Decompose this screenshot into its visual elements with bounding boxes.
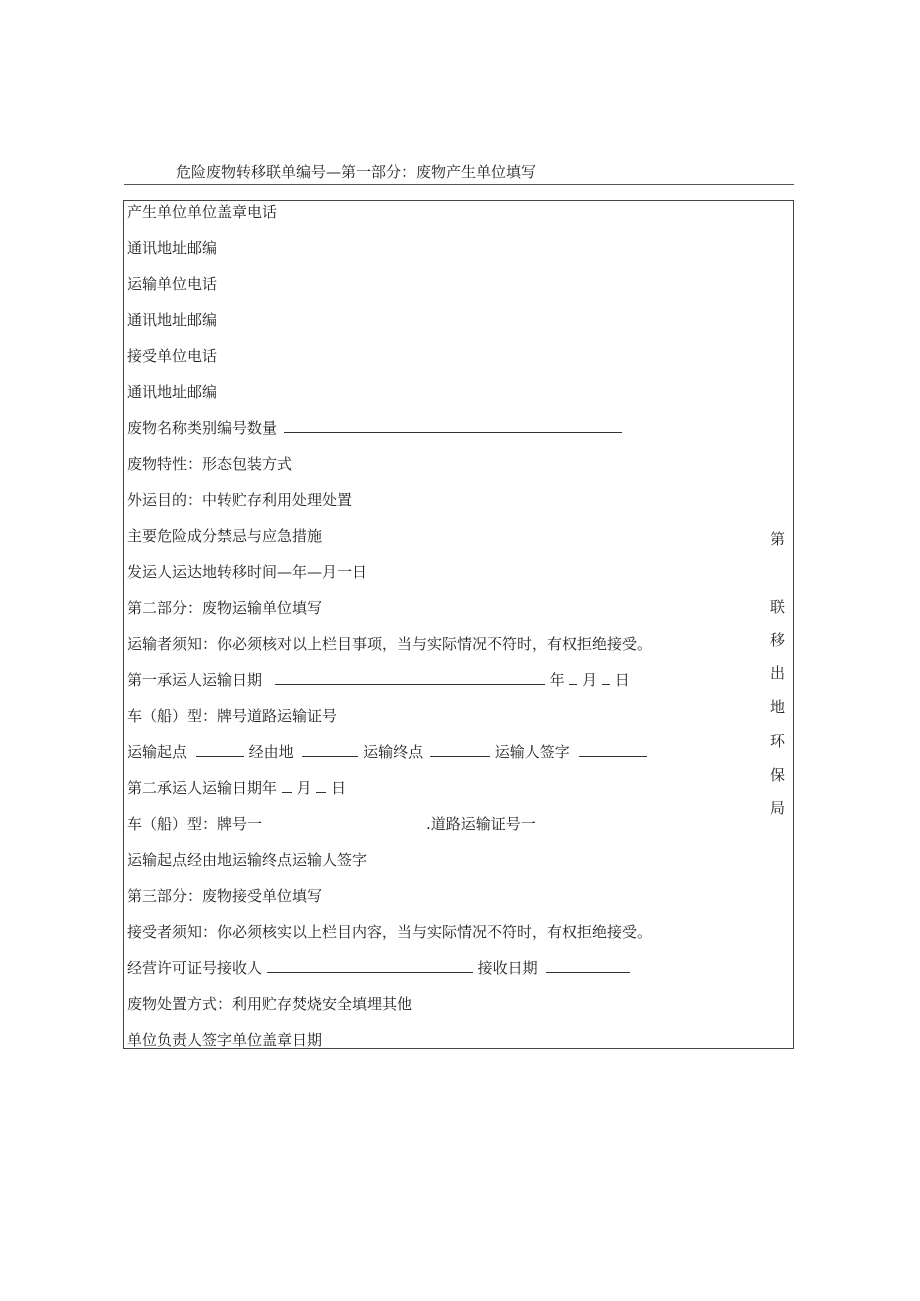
side-label-char-5: 地 <box>770 698 786 716</box>
form-line-second-carrier <box>127 778 346 798</box>
route-one-signer-blank[interactable] <box>579 742 647 757</box>
license-label: 经营许可证号接收人 <box>127 959 263 977</box>
form-line-waste-property: 废物特性：形态包装方式 <box>127 455 293 473</box>
section-three-heading: 第三部分：废物接受单位填写 <box>127 887 323 905</box>
receive-date-blank[interactable] <box>546 958 630 973</box>
vehicle-two-plate: 车（船）型：牌号一 <box>127 815 263 833</box>
form-line-receiver-address: 通讯地址邮编 <box>127 383 218 401</box>
second-carrier-month: 月 <box>296 779 312 797</box>
waste-name-blank[interactable] <box>284 418 622 433</box>
title-rule <box>124 184 794 185</box>
route-one-end: 运输终点 <box>363 743 424 761</box>
side-label-char-3: 移 <box>770 631 786 649</box>
form-line-purpose: 外运目的：中转贮存利用处理处置 <box>127 491 353 509</box>
vehicle-two-permit: .道路运输证号一 <box>426 815 536 833</box>
form-line-vehicle-one: 车（船）型：牌号道路运输证号 <box>127 707 338 725</box>
first-carrier-day-blank[interactable] <box>602 670 610 685</box>
form-line-license <box>127 958 630 978</box>
form-title: 危险废物转移联单编号—第一部分：废物产生单位填写 <box>176 163 537 181</box>
receiver-notice: 接受者须知：你必须核实以上栏目内容，当与实际情况不符时，有权拒绝接受。 <box>127 923 653 941</box>
route-one-via: 经由地 <box>248 743 294 761</box>
route-one-via-blank[interactable] <box>302 742 358 757</box>
form-line-waste-name <box>127 418 622 438</box>
side-label-char-4: 出 <box>770 664 786 682</box>
section-two-heading: 第二部分：废物运输单位填写 <box>127 599 323 617</box>
route-one-end-blank[interactable] <box>430 742 490 757</box>
first-carrier-date-blank[interactable] <box>275 670 545 685</box>
waste-name-label: 废物名称类别编号数量 <box>127 419 278 437</box>
route-one-start: 运输起点 <box>127 743 188 761</box>
receive-date-label: 接收日期 <box>477 959 538 977</box>
receiver-blank[interactable] <box>267 958 473 973</box>
first-carrier-label: 第一承运人运输日期 <box>127 671 263 689</box>
form-line-producer-address: 通讯地址邮编 <box>127 239 218 257</box>
side-label-char-2: 联 <box>770 598 786 616</box>
form-line-route-one <box>127 742 647 762</box>
second-carrier-day-blank[interactable] <box>316 778 326 793</box>
side-label-char-7: 保 <box>770 766 786 784</box>
second-carrier-day: 日 <box>331 779 347 797</box>
form-line-producer: 产生单位单位盖章电话 <box>127 203 278 221</box>
transporter-notice: 运输者须知：你必须核对以上栏目事项，当与实际情况不符时，有权拒绝接受。 <box>127 635 653 653</box>
form-line-transporter: 运输单位电话 <box>127 275 218 293</box>
second-carrier-month-blank[interactable] <box>282 778 292 793</box>
form-line-disposal: 废物处置方式：利用贮存焚烧安全填埋其他 <box>127 995 413 1013</box>
first-carrier-year: 年 <box>549 671 565 689</box>
form-line-receiver: 接受单位电话 <box>127 347 218 365</box>
first-carrier-day: 日 <box>614 671 630 689</box>
side-label-char-6: 环 <box>770 732 786 750</box>
route-one-start-blank[interactable] <box>196 742 244 757</box>
form-line-shipper: 发运人运达地转移时间—年—月一日 <box>127 563 368 581</box>
form-line-hazard: 主要危险成分禁忌与应急措施 <box>127 527 323 545</box>
form-line-signature: 单位负责人签字单位盖章日期 <box>127 1031 323 1049</box>
first-carrier-month-blank[interactable] <box>569 670 577 685</box>
form-line-transporter-address: 通讯地址邮编 <box>127 311 218 329</box>
side-label-char-1: 第 <box>770 530 786 548</box>
form-line-first-carrier <box>127 670 630 690</box>
first-carrier-month: 月 <box>582 671 598 689</box>
route-one-signer: 运输人签字 <box>494 743 570 761</box>
form-line-route-two: 运输起点经由地运输终点运输人签字 <box>127 851 368 869</box>
second-carrier-label: 第二承运人运输日期年 <box>127 779 278 797</box>
side-label-char-8: 局 <box>770 799 786 817</box>
